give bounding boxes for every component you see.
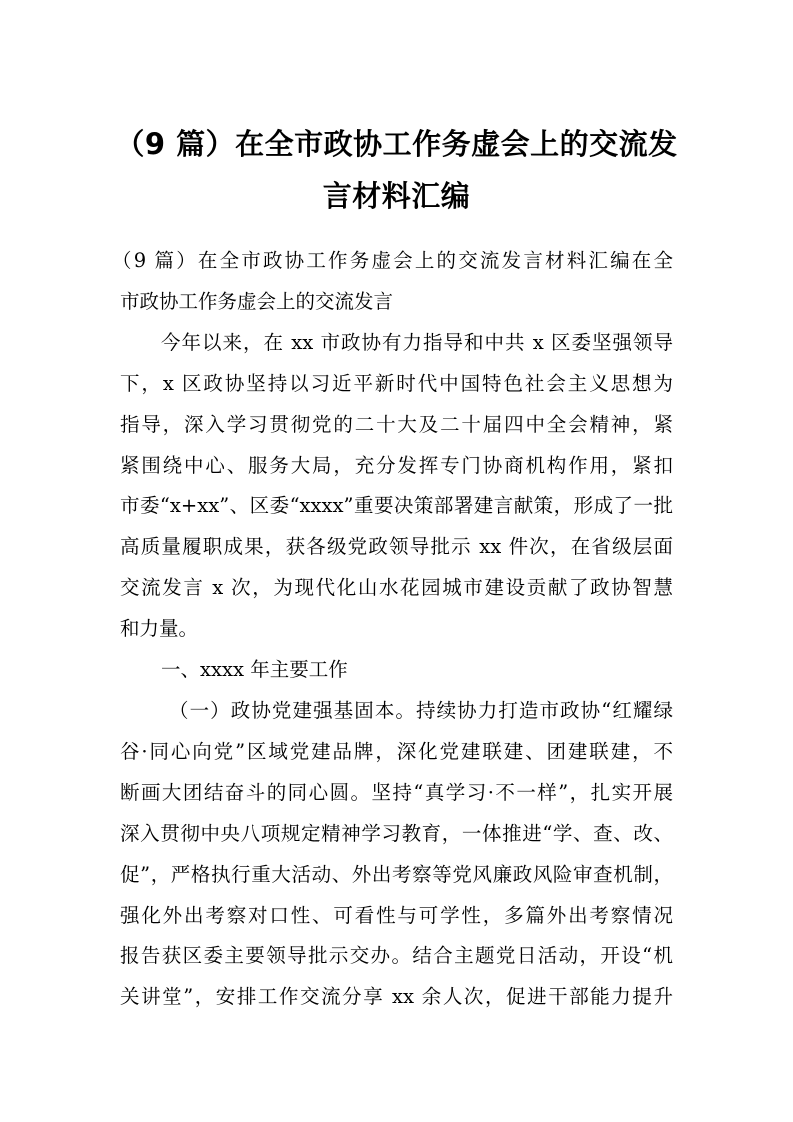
text-line: 市政协工作务虚会上的交流发言 xyxy=(120,289,394,313)
intro-paragraph xyxy=(120,323,673,650)
text-line: 谷·同心向党”区域党建品牌，深化党建联建、团建联建，不 xyxy=(120,739,673,763)
text-line: 交流发言 x 次，为现代化山水花园城市建设贡献了政协智慧 xyxy=(120,576,673,600)
text-line: 关讲堂”，安排工作交流分享 xx 余人次，促进干部能力提升 xyxy=(120,985,673,1009)
section-heading xyxy=(120,650,673,691)
text-line: 促”，严格执行重大活动、外出考察等党风廉政风险审查机制， xyxy=(120,862,673,886)
text-line: （9 篇）在全市政协工作务虚会上的交流发言材料汇编在全 xyxy=(112,249,673,272)
text-line: 深入贯彻中央八项规定精神学习教育，一体推进“学、查、改、 xyxy=(120,821,673,845)
text-line: 紧围绕中心、服务大局，充分发挥专门协商机构作用，紧扣 xyxy=(120,453,673,477)
subtitle-paragraph xyxy=(112,241,673,323)
title-line-2: 言材料汇编 xyxy=(322,179,471,213)
document-title xyxy=(110,118,683,222)
text-line: （一）政协党建强基固本。持续协力打造市政协“红耀绿 xyxy=(169,698,673,722)
text-line: 今年以来，在 xx 市政协有力指导和中共 x 区委坚强领导 xyxy=(161,330,673,354)
text-line: 高质量履职成果，获各级党政领导批示 xx 件次，在省级层面 xyxy=(120,535,673,559)
text-line: 报告获区委主要领导批示交办。结合主题党日活动，开设“机 xyxy=(120,944,673,968)
text-line: 指导，深入学习贯彻党的二十大及二十届四中全会精神，紧 xyxy=(120,412,673,436)
title-line-1: （9 篇）在全市政协工作务虚会上的交流发 xyxy=(115,127,678,161)
text-line: 市委“x+xx”、区委“xxxx”重要决策部署建言献策，形成了一批 xyxy=(120,494,673,518)
section-heading-line: 一、xxxx 年主要工作 xyxy=(161,658,348,682)
section-paragraph xyxy=(120,691,673,1018)
document-body xyxy=(112,241,673,1018)
text-line: 断画大团结奋斗的同心圆。坚持“真学习·不一样”，扎实开展 xyxy=(120,780,673,804)
text-line: 强化外出考察对口性、可看性与可学性，多篇外出考察情况 xyxy=(120,903,673,927)
text-line: 下，x 区政协坚持以习近平新时代中国特色社会主义思想为 xyxy=(120,371,673,395)
text-line: 和力量。 xyxy=(120,617,199,641)
